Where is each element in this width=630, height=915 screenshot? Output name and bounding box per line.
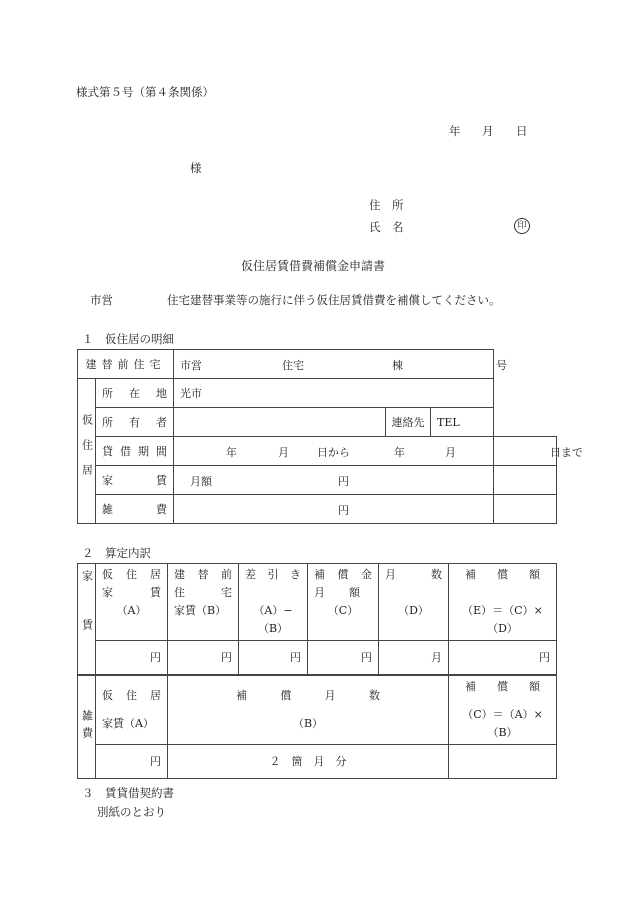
unit-cell: 円 <box>168 641 239 675</box>
misc-group-label: 雑費 <box>80 709 94 744</box>
location-value: 光市 <box>174 379 494 408</box>
table-row <box>78 675 557 745</box>
misc-label-cell <box>96 495 174 524</box>
unit-cell: 円 <box>96 641 168 675</box>
misc-group-cell <box>78 675 96 779</box>
rent-extra <box>494 466 557 495</box>
name-label: 氏 名 <box>369 220 404 234</box>
rent-monthly: 月額 <box>190 475 212 488</box>
seal-text: 印 <box>514 218 530 234</box>
col-before-rent: 建 替 前 住 宅 家賃（B） <box>168 564 239 641</box>
rent-group-cell <box>78 564 96 675</box>
col-comp-total-code: （E）＝（C）×（D） <box>462 604 543 635</box>
location-label: 所 在 地 <box>102 387 167 400</box>
misc-total-value <box>449 744 557 778</box>
contact-value: TEL <box>431 408 494 437</box>
address-label: 住 所 <box>369 198 404 212</box>
misc-label: 雑 費 <box>102 503 167 516</box>
before-house-value <box>174 350 507 379</box>
owner-label: 所 有 者 <box>102 416 167 429</box>
table-row <box>78 350 557 379</box>
contact-label: 連絡先 <box>386 408 431 437</box>
col-diff: 差 引 き （A）−（B） <box>239 564 308 641</box>
misc-col1-code: 家賃（A） <box>102 716 154 730</box>
period-start-day: 日から <box>317 446 350 459</box>
period-end-day: 日まで <box>550 446 583 459</box>
period-end-month: 月 <box>445 446 456 459</box>
misc-unit: 円 <box>96 744 168 778</box>
section3-note: 別紙のとおり <box>97 805 166 819</box>
period-label: 貸 借 期 間 <box>102 445 167 458</box>
residence-detail-table <box>77 349 583 524</box>
before-house-number: 号 <box>496 359 507 372</box>
table-row <box>78 379 557 408</box>
misc-extra <box>494 495 557 524</box>
unit-cell: 円 <box>449 641 557 675</box>
table-row <box>78 641 557 675</box>
before-house-housing: 住宅 <box>282 359 304 372</box>
table-row <box>78 466 557 495</box>
rent-label: 家 賃 <box>102 474 167 487</box>
unit-cell: 円 <box>239 641 308 675</box>
col-before-rent-code: 家賃（B） <box>174 604 227 617</box>
owner-label-cell <box>96 408 174 437</box>
rent-label-cell <box>96 466 174 495</box>
rent-value <box>174 466 494 495</box>
seal-mark <box>514 217 530 234</box>
intro-prefix: 市営 <box>90 293 113 307</box>
period-end-cell <box>494 437 583 466</box>
table-row <box>78 495 557 524</box>
temp-residence-group <box>78 379 96 524</box>
section1-heading: １ 仮住居の明細 <box>82 332 174 346</box>
misc-yen: 円 <box>338 504 349 517</box>
col-temp-rent: 仮 住 居 家 賃 （A） <box>96 564 168 641</box>
col-diff-code: （A）−（B） <box>253 604 293 635</box>
calculation-table <box>77 563 557 779</box>
date-year: 年 <box>449 124 461 138</box>
temp-residence-label: 仮住居 <box>80 413 94 489</box>
addressee-suffix: 様 <box>190 161 202 175</box>
before-house-label: 建替前住宅 <box>78 350 174 379</box>
unit-cell: 円 <box>308 641 379 675</box>
misc-col3: 補 償 額 （C）＝（A）×（B） <box>449 675 557 745</box>
period-start-year: 年 <box>226 446 237 459</box>
col-temp-rent-code: （A） <box>116 604 147 617</box>
document-title: 仮住居賃借費補償金申請書 <box>241 259 386 273</box>
before-house-building: 棟 <box>392 359 403 372</box>
table-row <box>78 744 557 778</box>
date-day: 日 <box>516 124 528 138</box>
before-house-type: 市営 <box>180 359 202 372</box>
misc-col2-code: （B） <box>292 716 324 730</box>
rent-yen: 円 <box>338 475 349 488</box>
period-end-year: 年 <box>394 446 405 459</box>
period-value <box>174 437 494 466</box>
table-row <box>78 564 557 641</box>
table-row <box>78 408 557 437</box>
intro-body: 住宅建替事業等の施行に伴う仮住居賃借費を補償してください。 <box>167 293 501 307</box>
form-number: 様式第５号（第４条関係） <box>76 85 214 99</box>
rent-group-label: 家賃 <box>80 569 94 668</box>
unit-cell: 月 <box>379 641 449 675</box>
owner-value <box>174 408 386 437</box>
misc-col2: 補 償 月 数 （B） <box>168 675 449 745</box>
section2-heading: ２ 算定内訳 <box>82 546 151 560</box>
period-start-month: 月 <box>278 446 289 459</box>
section3-heading: ３ 賃貸借契約書 <box>82 786 174 800</box>
col-monthly-comp-code: （C） <box>327 604 359 617</box>
location-label-cell <box>96 379 174 408</box>
misc-months: ２ 箇 月 分 <box>168 744 449 778</box>
misc-value <box>174 495 494 524</box>
misc-col1: 仮 住 居 家賃（A） <box>96 675 168 745</box>
misc-col3-code: （C）＝（A）×（B） <box>462 707 543 739</box>
date-month: 月 <box>482 124 494 138</box>
table-row <box>78 437 557 466</box>
period-label-cell <box>96 437 174 466</box>
col-monthly-comp: 補 償 金 月 額 （C） <box>308 564 379 641</box>
col-months-code: （D） <box>398 604 429 617</box>
col-months: 月 数 （D） <box>379 564 449 641</box>
col-comp-total: 補 償 額 （E）＝（C）×（D） <box>449 564 557 641</box>
